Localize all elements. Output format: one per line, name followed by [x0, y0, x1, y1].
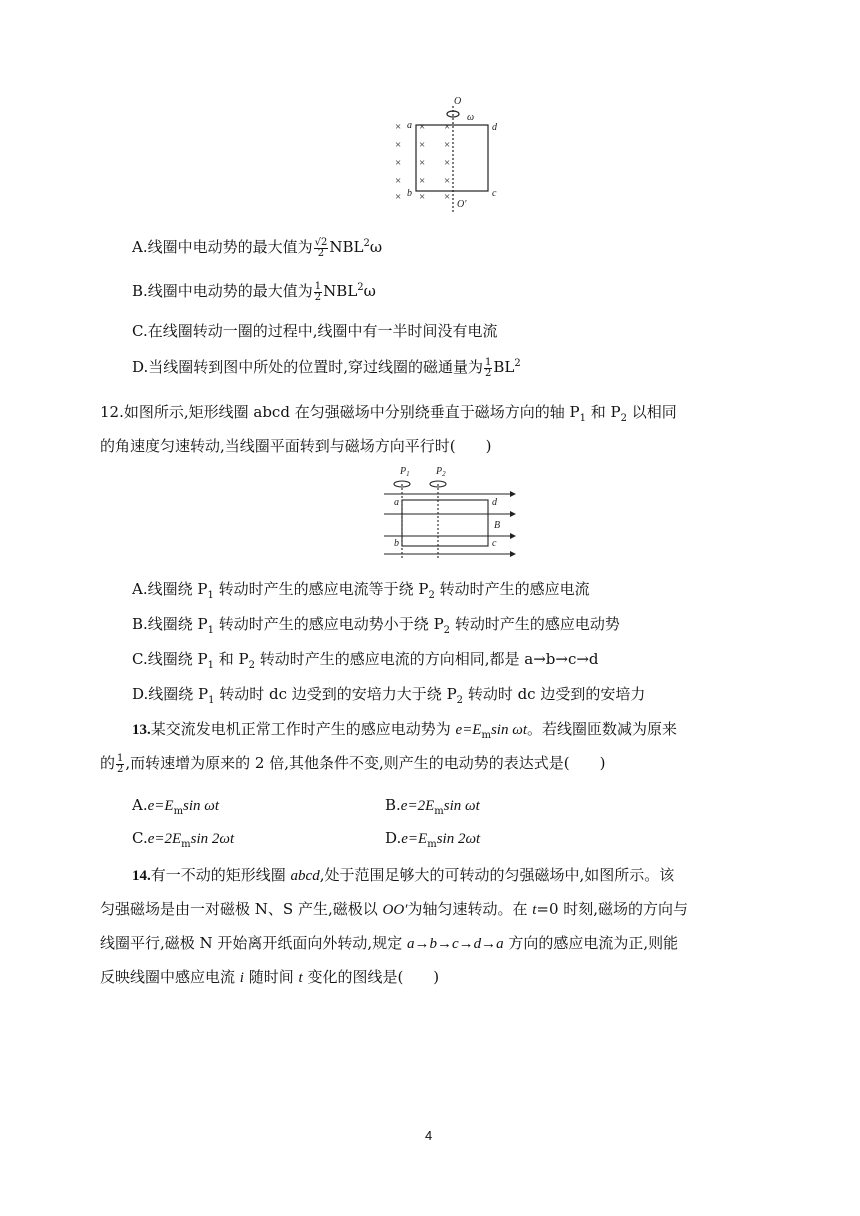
fig2-label-B: B — [494, 520, 501, 531]
svg-text:×: × — [444, 175, 451, 187]
fig2-label-d: d — [492, 497, 497, 508]
fig2-label-c: c — [492, 538, 497, 549]
svg-text:×: × — [419, 157, 426, 169]
svg-text:×: × — [395, 175, 402, 187]
svg-text:×: × — [444, 191, 451, 203]
label-d: d — [492, 122, 497, 133]
q14-stem-line1: 14.有一不动的矩形线圈 abcd,处于范围足够大的可转动的匀强磁场中,如图所示。该 — [132, 866, 675, 884]
q13-option-b: $B.e=2E_m\sin$ ωt — [385, 796, 480, 817]
fig2-label-a: a — [394, 497, 399, 508]
svg-text:×: × — [395, 157, 402, 169]
svg-text:×: × — [444, 157, 451, 169]
q12-stem-line1: 12.如图所示,矩形线圈 abcd 在匀强磁场中分别绕垂直于磁场方向的轴 $P_1$ 和 $P_2$ 以相同 — [100, 403, 677, 424]
figure-coil-two-axes — [376, 464, 516, 560]
q13-stem-line1: 13.某交流发电机正常工作时产生的感应电动势为 $e=E_m\sin$ ωt。若线圈匝数减为原来 — [132, 720, 677, 741]
svg-text:×: × — [444, 139, 451, 151]
label-P1: P — [400, 466, 407, 477]
q12-option-a: A.线圈绕 $P_1$ 转动时产生的感应电流等于绕 $P_2$ 转动时产生的感应电流 — [132, 580, 590, 601]
figure-coil-rotating-magnetic-field — [388, 92, 508, 214]
q11-option-d: D.当线圈转到图中所处的位置时,穿过线圈的磁通量为 $\frac{1}{2}$ $BL^2$ — [132, 356, 521, 379]
q12-stem-line2: 的角速度匀速转动,当线圈平面转到与磁场方向平行时( ) — [100, 437, 492, 455]
svg-text:×: × — [395, 191, 402, 203]
q11-option-c: C.在线圈转动一圈的过程中,线圈中有一半时间没有电流 — [132, 322, 498, 340]
label-P2: P — [436, 466, 443, 477]
label-c: c — [492, 188, 497, 199]
svg-text:×: × — [419, 121, 426, 133]
q12-option-b: B.线圈绕 $P_1$ 转动时产生的感应电动势小于绕 $P_2$ 转动时产生的感应电动势 — [132, 615, 620, 636]
label-omega: ω — [467, 112, 475, 123]
svg-text:P1: $P_1$ — [400, 466, 410, 478]
q13-option-a: $A.e=E_m\sin$ ωt — [132, 796, 220, 817]
q14-stem-line4: 反映线圈中感应电流 i 随时间 t 变化的图线是( ) — [100, 968, 440, 986]
q13-option-d: $D.e=E_m\sin$ 2ωt — [385, 829, 481, 850]
page-number: 4 — [425, 1128, 433, 1143]
q12-option-d: D.线圈绕 $P_1$ 转动时 dc 边受到的安培力大于绕 $P_2$ 转动时 dc 边受到的安培力 — [132, 685, 646, 706]
q14-stem-line3: 线圈平行,磁极 N 开始离开纸面向外转动,规定 a→b→c→d→a 方向的感应电流为正,则能 — [100, 934, 679, 952]
svg-text:×: × — [395, 139, 402, 151]
label-O: O — [454, 96, 462, 107]
label-b: b — [407, 188, 412, 199]
fig2-label-b: b — [394, 538, 399, 549]
svg-text:P2: $P_2$ — [436, 466, 446, 478]
svg-text:×: × — [444, 121, 451, 133]
q14-stem-line2: 匀强磁场是由一对磁极 N、S 产生,磁极以 OO′为轴匀速转动。在 t=0 时刻,磁场的方向与 — [100, 900, 689, 918]
label-a: a — [407, 120, 412, 131]
label-O-prime: O′ — [457, 199, 467, 210]
svg-text:×: × — [419, 175, 426, 187]
q12-option-c: C.线圈绕 $P_1$ 和 $P_2$ 转动时产生的感应电流的方向相同,都是 a→b→c→d — [132, 650, 599, 671]
q11-option-b: B.线圈中电动势的最大值为 $\frac{1}{2}$ NBL$^2$ω — [132, 280, 376, 303]
q13-option-c: $C.e=2E_m\sin$ 2ωt — [132, 829, 235, 850]
svg-text:×: × — [419, 191, 426, 203]
q11-option-a: A.线圈中电动势的最大值为 $\frac{√2}{2}$ NBL$^2$ω — [132, 236, 383, 259]
svg-text:×: × — [395, 121, 402, 133]
svg-text:×: × — [419, 139, 426, 151]
q13-stem-line2: 的 $\frac{1}{2}$ ,而转速增为原来的 2 倍,其他条件不变,则产生的电动势的表达式是( ) — [100, 752, 606, 775]
